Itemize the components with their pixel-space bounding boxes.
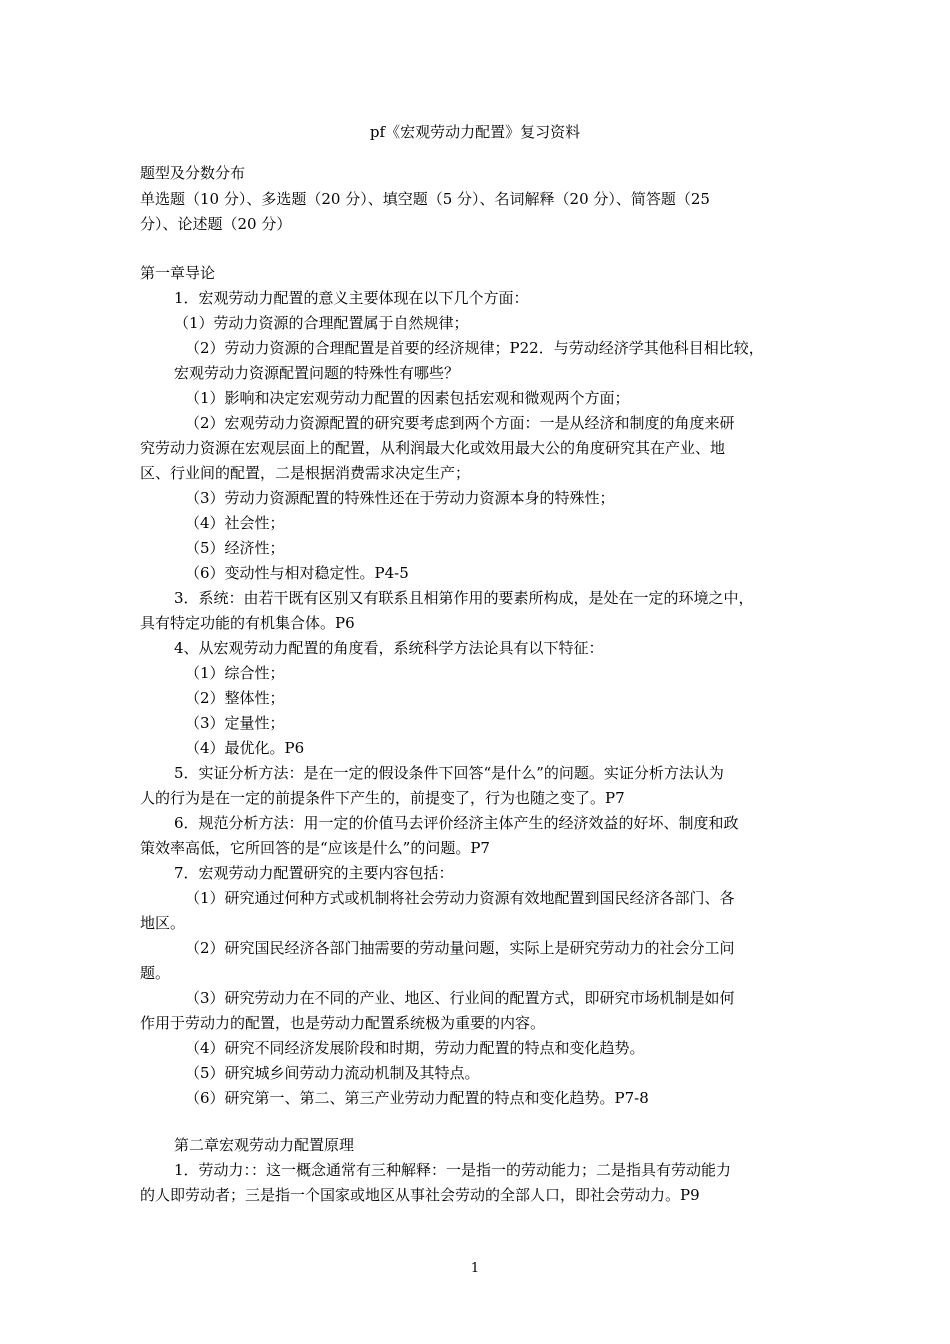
text-line: 1．劳动力：：这一概念通常有三种解释：一是指一的劳动能力；二是指具有劳动能力: [174, 1161, 732, 1179]
text-line: 策效率高低，它所回答的是“应该是什么”的问题。P7: [140, 839, 490, 857]
section-heading: 题型及分数分布: [140, 164, 246, 182]
text-line: （1）影响和决定宏观劳动力配置的因素包括宏观和微观两个方面；: [185, 389, 630, 407]
text-line: （4）最优化。P6: [185, 739, 305, 757]
text-line: 7．宏观劳动力配置研究的主要内容包括：: [174, 864, 454, 882]
page-number: 1: [470, 1261, 480, 1276]
text-line: 1．宏观劳动力配置的意义主要体现在以下几个方面：: [174, 289, 529, 307]
text-line: （2）整体性；: [185, 689, 285, 707]
text-line: （1）研究通过何种方式或机制将社会劳动力资源有效地配置到国民经济各部门、各: [185, 889, 735, 907]
text-line: （4）研究不同经济发展阶段和时期，劳动力配置的特点和变化趋势。: [185, 1039, 645, 1057]
text-line: （2）宏观劳动力资源配置的研究要考虑到两个方面：一是从经济和制度的角度来研: [185, 414, 735, 432]
text-line: 宏观劳动力资源配置问题的特殊性有哪些？: [174, 364, 460, 382]
text-line: 分）、论述题（20 分）: [140, 215, 292, 233]
text-line: （3）定量性；: [185, 714, 285, 732]
text-line: 人的行为是在一定的前提条件下产生的，前提变了，行为也随之变了。P7: [140, 789, 625, 807]
text-line: 地区。: [140, 914, 186, 932]
text-line: （2）劳动力资源的合理配置是首要的经济规律；P22．与劳动经济学其他科目相比较，: [185, 339, 764, 357]
text-line: （2）研究国民经济各部门抽需要的劳动量问题，实际上是研究劳动力的社会分工问: [185, 939, 735, 957]
text-line: （3）劳动力资源配置的特殊性还在于劳动力资源本身的特殊性；: [185, 489, 615, 507]
text-line: 区、行业间的配置，二是根据消费需求决定生产；: [140, 464, 471, 482]
text-line: 作用于劳动力的配置，也是劳动力配置系统极为重要的内容。: [140, 1014, 546, 1032]
text-line: 究劳动力资源在宏观层面上的配置，从利润最大化或效用最大公的角度研究其在产业、地: [140, 439, 726, 457]
text-line: 的人即劳动者；三是指一个国家或地区从事社会劳动的全部人口，即社会劳动力。P9: [140, 1186, 700, 1204]
chapter-heading: 第二章宏观劳动力配置原理: [174, 1136, 355, 1154]
text-line: 3．系统：由若干既有区别又有联系且相第作用的要素所构成，是处在一定的环境之中，: [174, 589, 754, 607]
text-line: （6）变动性与相对稳定性。P4-5: [185, 564, 409, 582]
text-line: 题。: [140, 964, 171, 982]
text-line: （5）研究城乡间劳动力流动机制及其特点。: [185, 1064, 480, 1082]
text-line: （1）综合性；: [185, 664, 285, 682]
text-line: （4）社会性；: [185, 514, 285, 532]
text-line: （1）劳动力资源的合理配置属于自然规律；: [174, 314, 469, 332]
text-line: 4、从宏观劳动力配置的角度看，系统科学方法论具有以下特征：: [174, 639, 604, 657]
text-line: 具有特定功能的有机集合体。P6: [140, 614, 355, 632]
text-line: 5．实证分析方法：是在一定的假设条件下回答“是什么”的问题。实证分析方法认为: [174, 764, 724, 782]
text-line: 6．规范分析方法：用一定的价值马去评价经济主体产生的经济效益的好坏、制度和政: [174, 814, 739, 832]
text-line: （6）研究第一、第二、第三产业劳动力配置的特点和变化趋势。P7-8: [185, 1089, 649, 1107]
chapter-heading: 第一章导论: [140, 264, 216, 282]
text-line: 单选题（10 分）、多选题（20 分）、填空题（5 分）、名词解释（20 分）、简答题（25: [140, 190, 710, 208]
document-title: pf《宏观劳动力配置》复习资料: [369, 123, 581, 141]
text-line: （5）经济性；: [185, 539, 285, 557]
text-line: （3）研究劳动力在不同的产业、地区、行业间的配置方式，即研究市场机制是如何: [185, 989, 735, 1007]
